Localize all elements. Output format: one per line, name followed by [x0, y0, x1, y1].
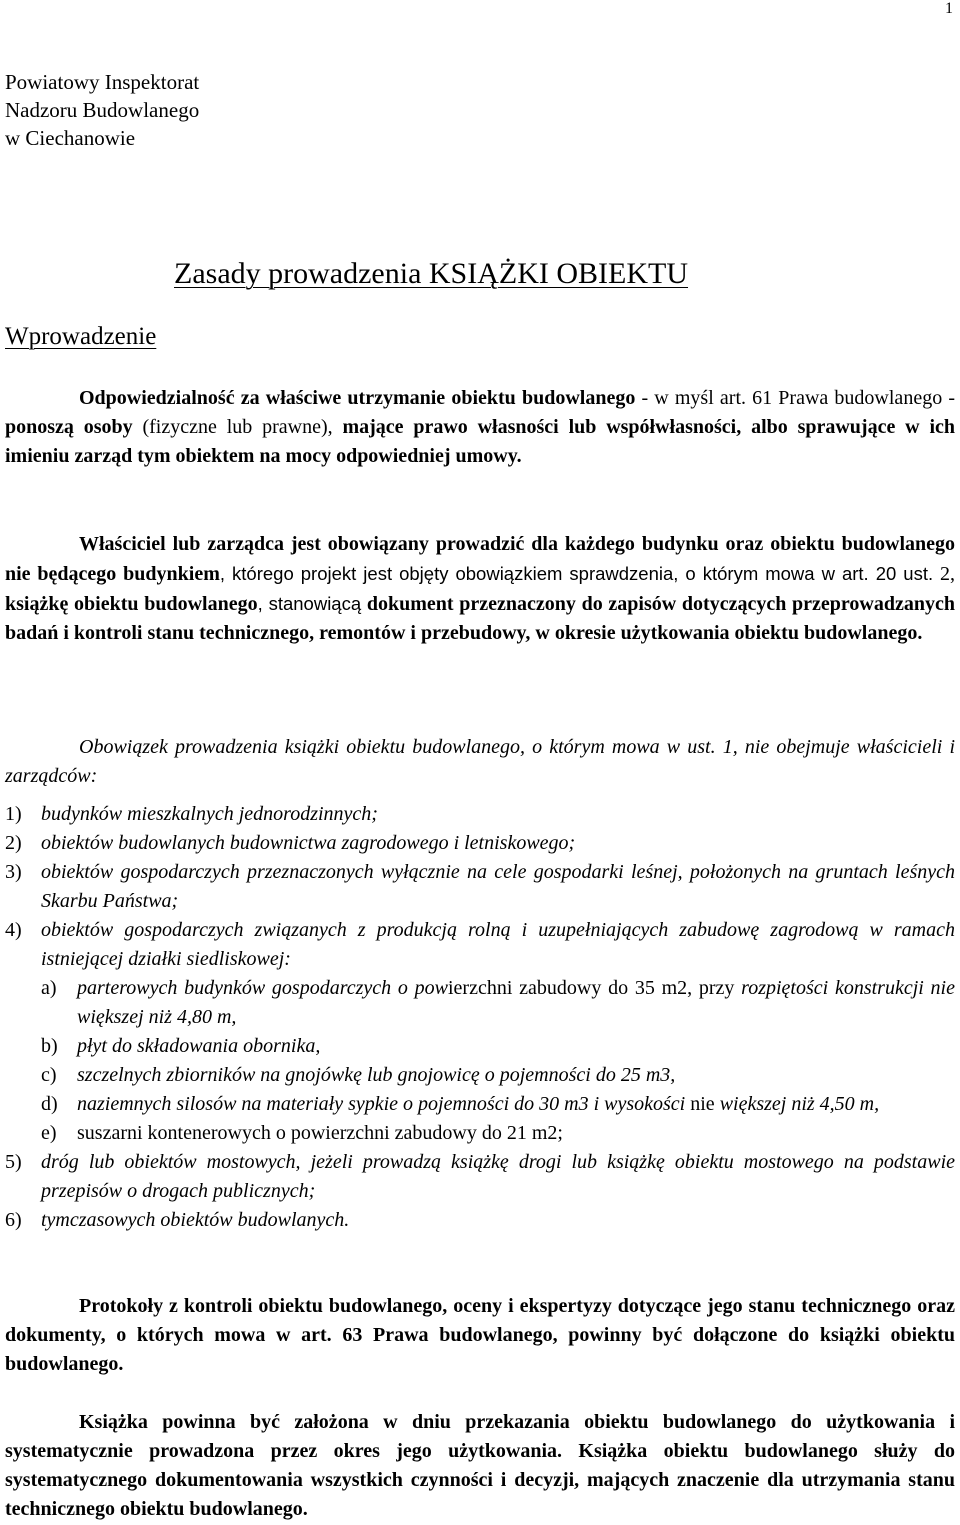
sublist-item	[5, 1119, 955, 1148]
list-item	[5, 1206, 955, 1235]
list-item-text: tymczasowych obiektów budowlanych.	[41, 1209, 350, 1231]
list-item	[5, 916, 955, 974]
plain-text: suszarni kontenerowych o powierzchni zabudowy do 21 m2;	[77, 1122, 563, 1144]
plain-text: ierzchni zabudowy do 35 m2, przy	[448, 977, 735, 999]
sublist-marker: e)	[41, 1122, 57, 1144]
plain-text: 2,	[933, 563, 955, 585]
italic-text: szczelnych zbiorników na gnojówkę lub gnojowicę o pojemności do 25 m3,	[77, 1064, 676, 1086]
sublist-marker: c)	[41, 1064, 57, 1086]
sublist-marker: b)	[41, 1035, 58, 1057]
sublist-marker: d)	[41, 1093, 58, 1115]
bold-text: dokument przeznaczony do zapisów dotyczących przeprowadzanych badań i kontroli stanu technicznego, remontów i przebudowy, w okresie użytkowania obiektu budowlanego.	[5, 593, 956, 644]
plain-text: - w myśl art. 61 Prawa budowlanego -	[635, 387, 955, 409]
italic-text: rozpiętości konstrukcji nie większej niż 4,80 m,	[77, 977, 955, 1028]
italic-text: parterowych budynków gospodarczych o pow	[77, 977, 448, 999]
bold-text: Właściciel lub zarządca jest obowiązany prowadzić dla każdego budynku oraz obiektu budowlanego nie będącego budynkiem	[5, 533, 955, 585]
italic-text: naziemnych silosów na materiały sypkie o pojemności do 30 m3 i wysokości	[77, 1093, 686, 1115]
page-number: 1	[945, 0, 953, 17]
bold-text: książkę obiektu budowlanego	[5, 593, 258, 615]
exemption-list	[5, 800, 955, 1235]
italic-text: większej niż 4,50 m,	[714, 1093, 880, 1115]
list-item	[5, 829, 955, 858]
list-item-text: budynków mieszkalnych jednorodzinnych;	[41, 803, 378, 825]
list-item	[5, 1148, 955, 1206]
list-item-text: obiektów budowlanych budownictwa zagrodowego i letniskowego;	[41, 832, 576, 854]
paragraph-obligation	[5, 530, 955, 648]
list-item	[5, 800, 955, 829]
list-marker: 2)	[5, 832, 22, 854]
list-marker: 1)	[5, 803, 22, 825]
sublist-item	[5, 1061, 955, 1090]
paragraph-responsibility	[5, 384, 955, 471]
bold-text: mające prawo własności lub współwłasności, albo sprawujące w ich imieniu zarząd tym obiektem na mocy odpowiedniej umowy.	[5, 416, 955, 467]
sublist-marker: a)	[41, 977, 57, 999]
list-item-text: obiektów gospodarczych związanych z produkcją rolną i uzupełniających zabudowę zagrodową w ramach istniejącej działki siedliskowej:	[41, 919, 955, 970]
paragraph-exemption-intro: Obowiązek prowadzenia książki obiektu budowlanego, o którym mowa w ust. 1, nie obejmuje właścicieli i zarządców:	[5, 736, 955, 787]
list-marker: 4)	[5, 919, 22, 941]
list-item	[5, 858, 955, 916]
issuing-organization	[5, 68, 335, 152]
sublist-item	[5, 1090, 955, 1119]
section-heading: Wprowadzenie	[5, 323, 157, 350]
sans-text: , którego projekt jest objęty obowiązkiem sprawdzenia, o którym mowa w art. 20 ust.	[219, 563, 934, 584]
paragraph-book-setup: Książka powinna być założona w dniu przekazania obiektu budowlanego do użytkowania i systematycznie prowadzona przez okres jego użytkowania. Książka obiektu budowlanego służy do systematycznego dokumentowania wszystkich czynności i decyzji, mających znaczenie dla utrzymania stanu technicznego obiektu budowlanego.	[5, 1411, 955, 1520]
document-title: Zasady prowadzenia KSIĄŻKI OBIEKTU	[174, 257, 689, 290]
paragraph-protocols: Protokoły z kontroli obiektu budowlanego, oceny i ekspertyzy dotyczące jego stanu technicznego oraz dokumenty, o których mowa w art. 63 Prawa budowlanego, powinny być dołączone do książki obiektu budowlanego.	[5, 1295, 955, 1375]
list-item-text: dróg lub obiektów mostowych, jeżeli prowadzą książkę drogi lub książkę obiektu mostowego na podstawie przepisów o drogach publicznych;	[41, 1151, 955, 1202]
list-marker: 6)	[5, 1209, 22, 1231]
org-line: Nadzoru Budowlanego	[5, 98, 200, 122]
bold-text: Odpowiedzialność za właściwe utrzymanie obiektu budowlanego	[79, 387, 636, 409]
sans-text: , stanowiącą	[257, 593, 362, 614]
list-item-text: obiektów gospodarczych przeznaczonych wyłącznie na cele gospodarki leśnej, położonych na gruntach leśnych Skarbu Państwa;	[41, 861, 955, 912]
plain-text: (fizyczne lub prawne),	[132, 416, 343, 438]
sublist-item	[5, 974, 955, 1032]
org-line: Powiatowy Inspektorat	[5, 70, 200, 94]
sublist-item	[5, 1032, 955, 1061]
italic-text: płyt do składowania obornika,	[77, 1035, 321, 1057]
org-line: w Ciechanowie	[5, 126, 136, 150]
list-marker: 3)	[5, 861, 22, 883]
plain-text: nie	[685, 1093, 715, 1115]
bold-text: ponoszą osoby	[5, 416, 133, 438]
list-marker: 5)	[5, 1151, 22, 1173]
farm-building-sublist	[5, 974, 955, 1148]
